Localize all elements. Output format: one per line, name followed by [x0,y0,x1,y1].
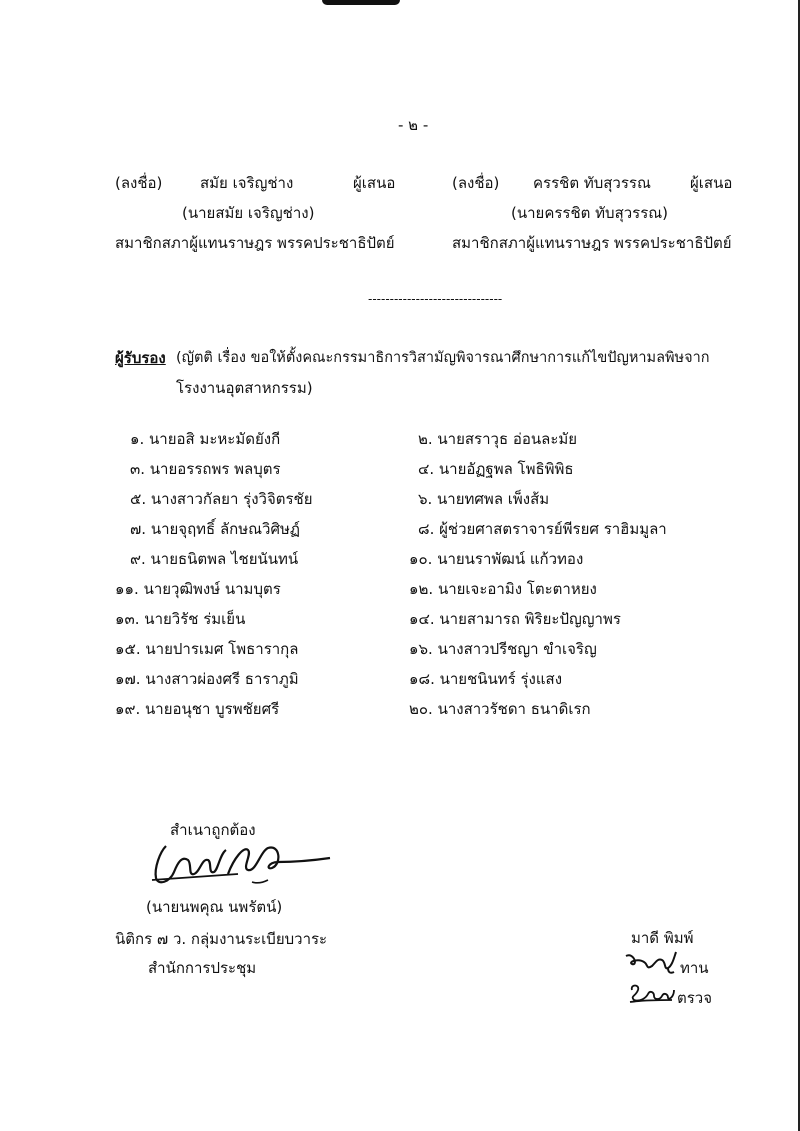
endorser-1: ๑. นายอสิ มะหะมัดยังกี [130,430,281,448]
endorser-6: ๖. นายทศพล เพ็งส้ม [418,490,550,508]
endorser-8: ๘. ผู้ช่วยศาสตราจารย์พีรยศ ราฮิมมูลา [418,520,667,538]
endorser-10: ๑๐. นายนราพัฒน์ แก้วทอง [409,550,584,568]
endorser-12: ๑๒. นายเจะอามิง โตะตาหยง [409,580,597,598]
checked-label: ตรวจ [677,989,713,1007]
endorser-15: ๑๕. นายปารเมศ โพธารากุล [115,640,299,658]
endorser-2: ๒. นายสราวุธ อ่อนละมัย [418,430,578,448]
endorser-7: ๗. นายจุฤทธิ์ ลักษณวิศิษฏ์ [130,520,300,538]
signer-1-role: ผู้เสนอ [353,174,396,192]
endorser-9: ๙. นายธนิตพล ไชยนันทน์ [130,550,299,568]
typed-by-note: มาดี พิมพ์ [631,929,694,947]
reviewed-label: ทาน [680,959,709,977]
endorser-17: ๑๗. นางสาวผ่องศรี ธาราภูมิ [115,670,299,688]
signer-2-sign-prefix: (ลงชื่อ) [452,174,500,192]
endorsers-subject-line-2: โรงงานอุตสาหกรรม) [176,379,313,397]
endorser-16: ๑๖. นางสาวปรีชญา ขำเจริญ [409,640,597,658]
endorser-14: ๑๔. นายสามารถ พิริยะปัญญาพร [409,610,621,628]
endorser-18: ๑๘. นายชนินทร์ รุ่งแสง [409,670,563,688]
signer-2-signed-name: ครรชิต ทับสุวรรณ [533,174,651,192]
signer-1-signed-name: สมัย เจริญช่าง [200,174,294,192]
signer-2-role: ผู้เสนอ [690,174,733,192]
binding-mark [322,0,400,5]
separator-line: ------------------------------- [368,292,503,306]
checker-initials-icon [628,980,676,1004]
signer-1-sign-prefix: (ลงชื่อ) [115,174,163,192]
certifier-name: (นายนพคุณ นพรัตน์) [146,898,283,916]
endorsers-subject-line-1: (ญัตติ เรื่อง ขอให้ตั้งคณะกรรมาธิการวิสามัญพิจารณาศึกษาการแก้ไขปัญหามลพิษจาก [176,350,710,366]
signer-2-position: สมาชิกสภาผู้แทนราษฎร พรรคประชาธิปัตย์ [452,234,732,252]
certified-copy-label: สำเนาถูกต้อง [170,821,256,839]
endorsers-heading: ผู้รับรอง [115,349,166,367]
endorser-13: ๑๓. นายวิรัช ร่มเย็น [115,610,246,628]
endorser-3: ๓. นายอรรถพร พลบุตร [130,460,281,478]
endorser-19: ๑๙. นายอนุชา บูรพชัยศรี [115,700,280,718]
endorser-5: ๕. นางสาวกัลยา รุ่งวิจิตรชัย [130,490,313,508]
handwritten-signature-icon [148,838,333,893]
signer-2-full-name: (นายครรชิต ทับสุวรรณ) [511,204,669,222]
signer-1-full-name: (นายสมัย เจริญช่าง) [182,204,315,222]
endorser-20: ๒๐. นางสาวรัชดา ธนาดิเรก [409,700,591,718]
certifier-position: นิติกร ๗ ว. กลุ่มงานระเบียบวาระ [115,930,328,948]
reviewer-initials-icon [624,948,678,974]
endorser-11: ๑๑. นายวุฒิพงษ์ นามบุตร [115,580,281,598]
certifier-office: สำนักการประชุม [148,959,257,977]
endorser-4: ๔. นายอัฏฐพล โพธิพิพิธ [418,460,574,478]
page-number: - ๒ - [398,116,429,134]
signer-1-position: สมาชิกสภาผู้แทนราษฎร พรรคประชาธิปัตย์ [115,234,395,252]
